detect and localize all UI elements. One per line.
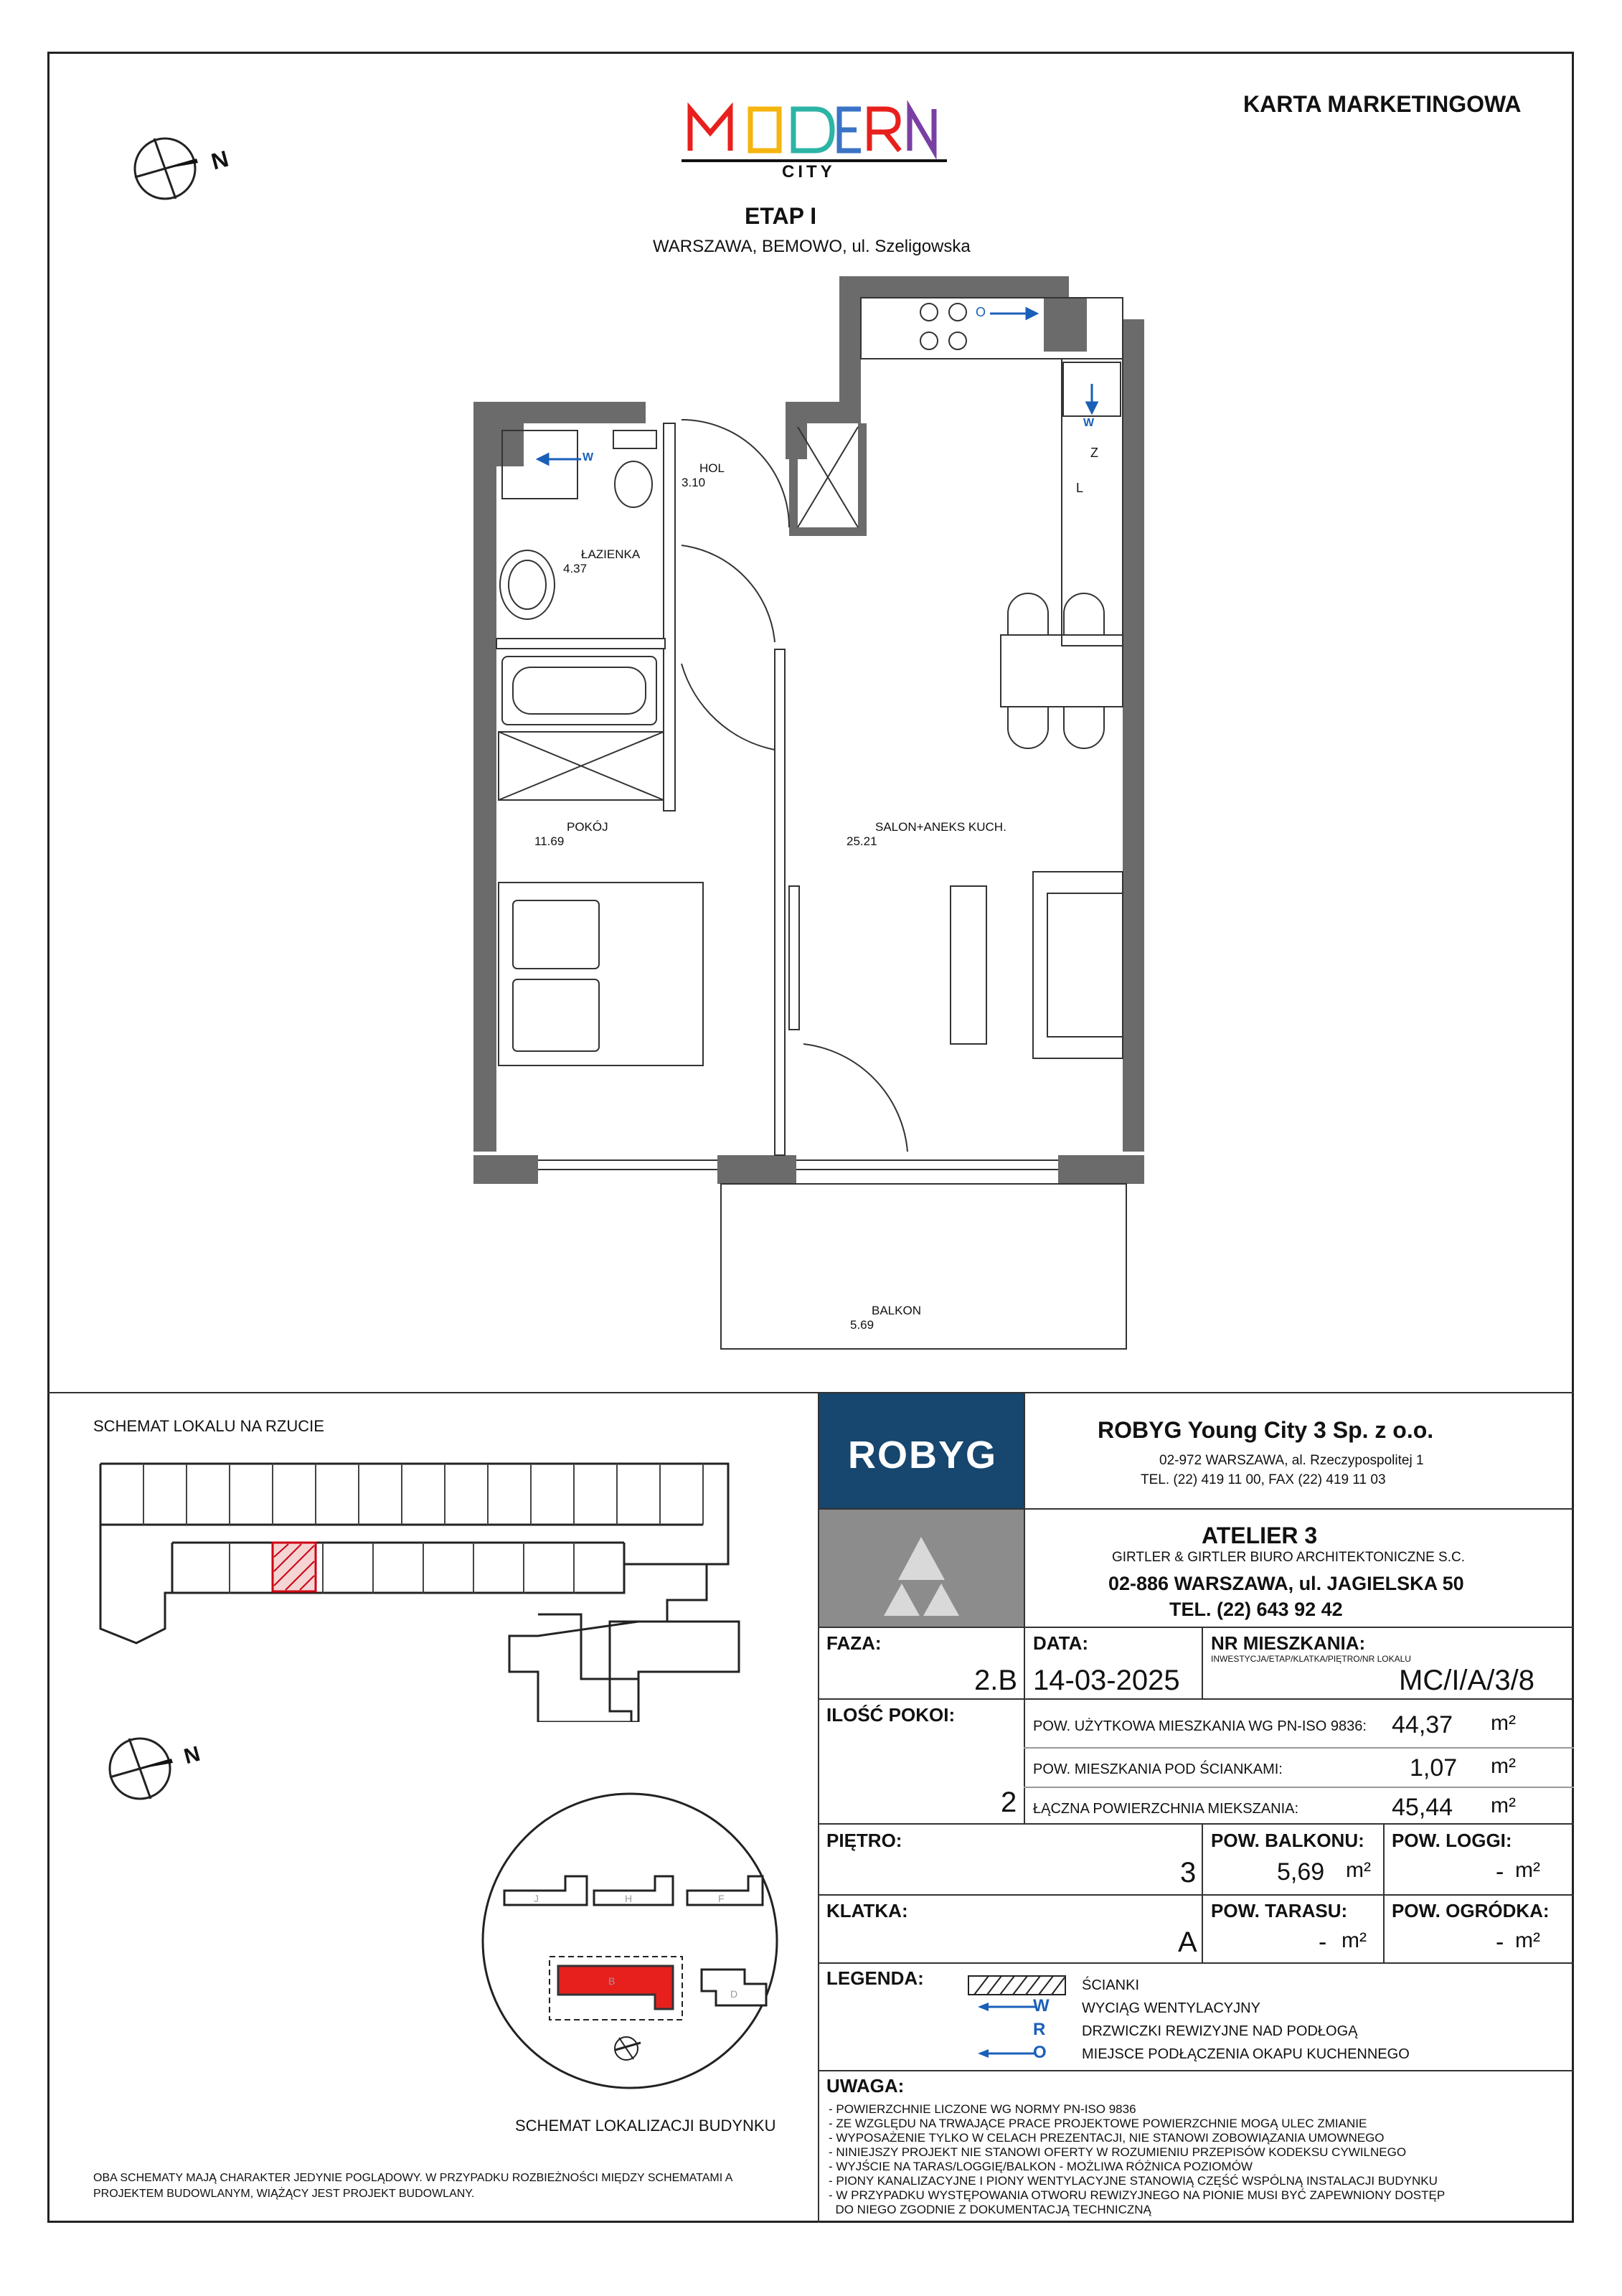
notes-title: UWAGA: xyxy=(826,2075,905,2097)
room-salon-area: 25.21 xyxy=(847,834,877,848)
notes-list xyxy=(829,2102,1445,2217)
col-loggia-divider xyxy=(1383,1823,1385,1962)
klatka-label: KLATKA: xyxy=(826,1900,908,1921)
pow-laczna-label: ŁĄCZNA POWIERZCHNIA MIEKSZANIA: xyxy=(1033,1801,1299,1817)
ogrodek-unit: m² xyxy=(1515,1929,1540,1952)
dishwasher-mark: L xyxy=(1076,481,1084,495)
pokoje-label: ILOŚĆ POKOI: xyxy=(826,1704,956,1726)
logo-subtitle: CITY xyxy=(782,162,836,182)
legend-item-wentylacja: WYCIĄG WENTYLACYJNY xyxy=(1082,2000,1260,2016)
klatka-value: A xyxy=(1178,1926,1197,1958)
pow-uzytkowa-value: 44,37 xyxy=(1392,1711,1453,1739)
developer-address: 02-972 WARSZAWA, al. Rzeczypospolitej 1 xyxy=(1159,1453,1424,1468)
building-label-h: H xyxy=(625,1893,633,1904)
room-lazienka-name: ŁAZIENKA xyxy=(581,547,641,561)
developer-phone: TEL. (22) 419 11 00, FAX (22) 419 11 03 xyxy=(1141,1472,1386,1487)
legend-title: LEGENDA: xyxy=(826,1967,924,1989)
note-item: - NINIEJSZY PROJEKT NIE STANOWI OFERTY W ROZUMIENIU PRZEPISÓW KODEKSU CYWILNEGO xyxy=(829,2145,1407,2159)
floor-scheme xyxy=(79,1457,753,1722)
north-label: N xyxy=(208,145,232,175)
modern-city-logo xyxy=(682,100,947,182)
col-2-divider xyxy=(1202,1627,1203,1698)
atelier-logo-icon xyxy=(819,1508,1024,1627)
ogrodek-label: POW. OGRÓDKA: xyxy=(1392,1900,1550,1921)
data-label: DATA: xyxy=(1033,1632,1089,1654)
data-value: 14-03-2025 xyxy=(1033,1665,1180,1696)
info-row-1-top xyxy=(818,1627,1574,1628)
legend-item-scianki: ŚCIANKI xyxy=(1082,1977,1140,1993)
taras-value: - xyxy=(1319,1929,1327,1956)
nr-value: MC/I/A/3/8 xyxy=(1399,1665,1534,1696)
nr-sublabel: INWESTYCJA/ETAP/KLATKA/PIĘTRO/NR LOKALU xyxy=(1211,1654,1411,1664)
loggia-label: POW. LOGGI: xyxy=(1392,1830,1512,1851)
schemes-note: OBA SCHEMATY MAJĄ CHARAKTER JEDYNIE POGLĄDOWY. W PRZYPADKU ROZBIEŻNOŚCI MIĘDZY SCHEMATAMI A PROJEKTEM BUDOWLANYM, WIĄŻĄCY JEST PROJEKT BUDOWLANY. xyxy=(93,2172,732,2200)
pietro-value: 3 xyxy=(1180,1857,1197,1888)
pow-uzytkowa-label: POW. UŻYTKOWA MIESZKANIA WG PN-ISO 9836: xyxy=(1033,1718,1367,1734)
pow-laczna-value: 45,44 xyxy=(1392,1794,1453,1821)
room-pokoj-name: POKÓJ xyxy=(567,820,608,834)
card-title: KARTA MARKETINGOWA xyxy=(1243,91,1522,117)
building-label-f: F xyxy=(718,1893,725,1904)
pow-scianki-label: POW. MIESZKANIA POD ŚCIANKAMI: xyxy=(1033,1761,1283,1777)
floor-plan xyxy=(473,276,1155,1367)
legend-r-symbol: R xyxy=(1033,2020,1046,2039)
floor-scheme-drawing xyxy=(79,1457,753,1722)
architect-address: 02-886 WARSZAWA, ul. JAGIELSKA 50 xyxy=(1108,1573,1464,1594)
col-1-divider xyxy=(1024,1627,1025,1823)
architect-name: ATELIER 3 xyxy=(1202,1523,1318,1548)
ogrodek-value: - xyxy=(1496,1929,1504,1956)
pietro-label: PIĘTRO: xyxy=(826,1830,902,1851)
robyg-logo xyxy=(819,1393,1024,1508)
loggia-unit: m² xyxy=(1515,1858,1540,1882)
info-row-4-top xyxy=(818,1894,1574,1896)
legend-symbols xyxy=(967,1975,1067,2068)
building-label-j: J xyxy=(534,1893,539,1904)
legend-top xyxy=(818,1962,1574,1964)
legend-o-symbol: O xyxy=(1033,2043,1047,2062)
room-hol-area: 3.10 xyxy=(682,476,706,489)
note-item: - PIONY KANALIZACYJNE I PIONY WENTYLACYJNE STANOWIĄ CZĘŚĆ WSPÓLNĄ INSTALACJI BUDYNKU xyxy=(829,2174,1438,2188)
pokoje-value: 2 xyxy=(1001,1787,1017,1818)
building-label-b: B xyxy=(608,1975,616,1987)
address-line: WARSZAWA, BEMOWO, ul. Szeligowska xyxy=(653,237,971,256)
atelier-logo xyxy=(819,1508,1024,1627)
logo-divider xyxy=(1024,1392,1025,1627)
faza-label: FAZA: xyxy=(826,1632,882,1654)
balkon-value: 5,69 xyxy=(1277,1858,1325,1886)
col-pietro-divider xyxy=(1202,1823,1203,1962)
pow-laczna-unit: m² xyxy=(1491,1794,1516,1817)
faza-value: 2.B xyxy=(974,1665,1018,1696)
info-row-3-top xyxy=(818,1823,1574,1825)
legend-item-drzwiczki: DRZWICZKI REWIZYJNE NAD PODŁOGĄ xyxy=(1082,2023,1358,2039)
notes-top xyxy=(818,2070,1574,2071)
pow-uzytkowa-unit: m² xyxy=(1491,1711,1516,1735)
vent-mark-kitchen: W xyxy=(1083,417,1095,429)
balkon-unit: m² xyxy=(1346,1858,1371,1882)
north-compass-small xyxy=(97,1729,204,1808)
building-location-circle xyxy=(479,1790,781,2092)
pow-scianki-value: 1,07 xyxy=(1410,1754,1458,1782)
note-item: - W PRZYPADKU WYSTĘPOWANIA OTWORU REWIZYJNEGO NA PIONIE MUSI BYĆ ZAPEWNIONY DOSTĘP xyxy=(829,2188,1446,2202)
robyg-logo-text: ROBYG xyxy=(848,1434,998,1477)
north-compass xyxy=(122,133,237,204)
building-label-d: D xyxy=(730,1988,738,2000)
fridge-mark: Z xyxy=(1090,446,1098,460)
note-item: - WYPOSAŻENIE TYLKO W CELACH PREZENTACJI, NIE STANOWI ZOBOWIĄZANIA UMOWNEGO xyxy=(829,2131,1385,2145)
taras-unit: m² xyxy=(1342,1929,1367,1952)
note-item: - ZE WZGLĘDU NA TRWAJĄCE PRACE PROJEKTOWE POWIERZCHNIE MOGĄ ULEC ZMIANIE xyxy=(829,2117,1367,2130)
building-scheme-title: SCHEMAT LOKALIZACJI BUDYNKU xyxy=(515,2117,776,2135)
architect-company: GIRTLER & GIRTLER BIURO ARCHITEKTONICZNE S.C. xyxy=(1112,1550,1465,1565)
developer-name: ROBYG Young City 3 Sp. z o.o. xyxy=(1098,1417,1434,1443)
area-row-div-1 xyxy=(1024,1747,1574,1749)
dev-divider xyxy=(818,1508,1574,1510)
building-location-drawing xyxy=(479,1790,781,2092)
architect-phone: TEL. (22) 643 92 42 xyxy=(1169,1599,1343,1620)
loggia-value: - xyxy=(1496,1858,1504,1886)
room-balkon-area: 5.69 xyxy=(850,1318,874,1332)
nr-label: NR MIESZKANIA: xyxy=(1211,1632,1366,1654)
note-item: - POWIERZCHNIE LICZONE WG NORMY PN-ISO 9836 xyxy=(829,2102,1136,2116)
note-item: DO NIEGO ZGODNIE Z DOKUMENTACJĄ TECHNICZNĄ xyxy=(829,2203,1151,2216)
pow-scianki-unit: m² xyxy=(1491,1754,1516,1778)
stage-title: ETAP I xyxy=(745,203,817,229)
hood-mark: O xyxy=(976,305,986,319)
room-hol-name: HOL xyxy=(699,461,725,475)
vent-mark-bath: W xyxy=(583,451,594,464)
room-lazienka-area: 4.37 xyxy=(563,562,588,575)
info-row-2-top xyxy=(818,1698,1574,1700)
taras-label: POW. TARASU: xyxy=(1211,1900,1348,1921)
section-divider xyxy=(47,1392,1574,1393)
north-label-small: N xyxy=(181,1741,203,1769)
room-pokoj-area: 11.69 xyxy=(534,834,565,848)
room-balkon-name: BALKON xyxy=(872,1304,921,1317)
balkon-label: POW. BALKONU: xyxy=(1211,1830,1364,1851)
floor-scheme-title: SCHEMAT LOKALU NA RZUCIE xyxy=(93,1417,324,1435)
room-salon-name: SALON+ANEKS KUCH. xyxy=(875,820,1006,834)
note-item: - WYJŚCIE NA TARAS/LOGGIĘ/BALKON - MOŻLIWA RÓŻNICA POZIOMÓW xyxy=(829,2160,1253,2173)
legend-item-okap: MIEJSCE PODŁĄCZENIA OKAPU KUCHENNEGO xyxy=(1082,2046,1410,2062)
area-row-div-2 xyxy=(1024,1787,1574,1788)
legend-w-symbol: W xyxy=(1033,1996,1050,2015)
